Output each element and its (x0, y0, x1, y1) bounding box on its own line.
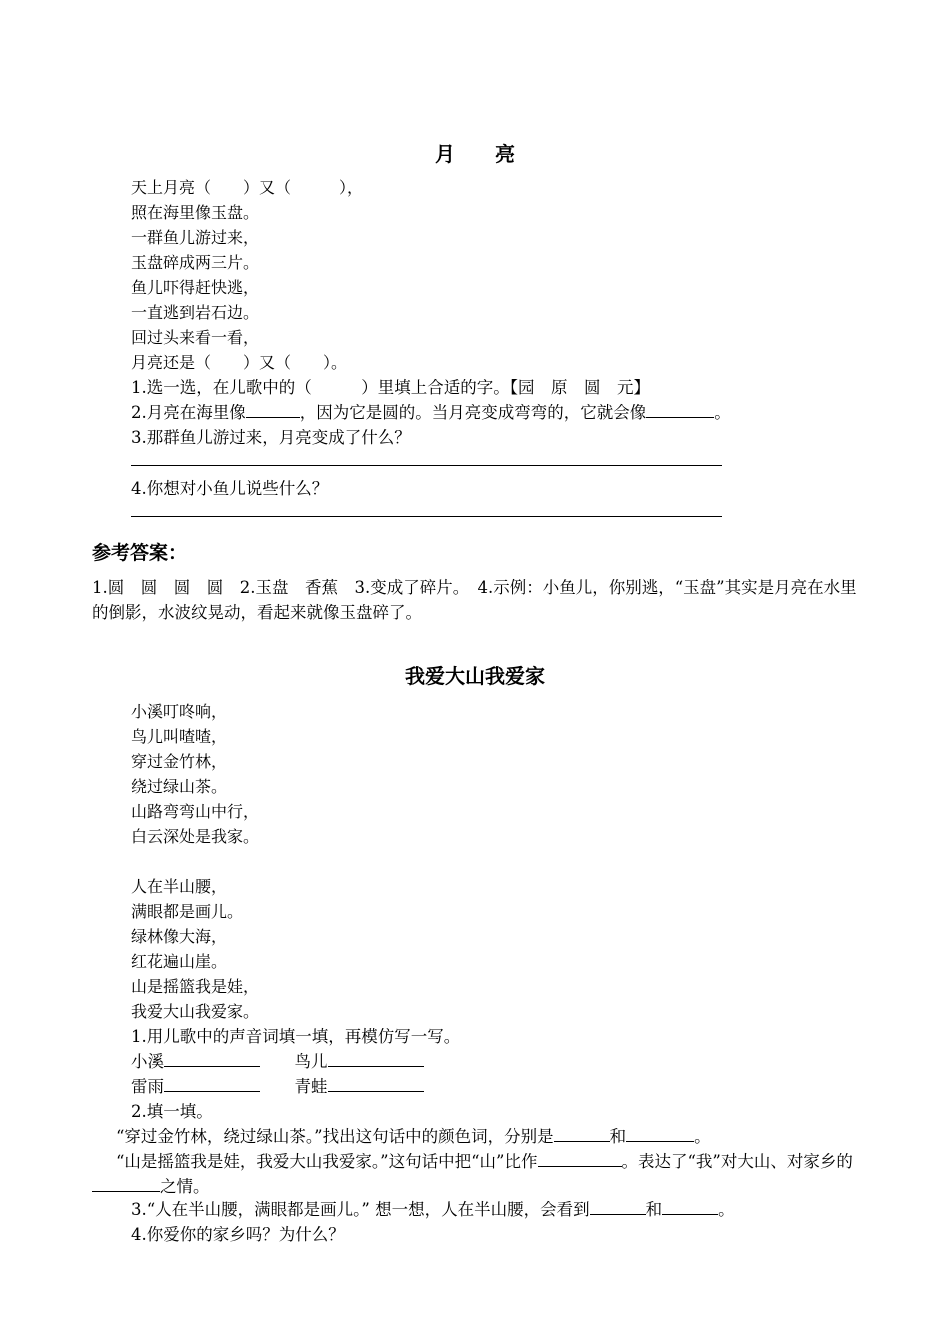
fill-row (131, 1050, 424, 1074)
poem-line: 玉盘碎成两三片。 (131, 253, 260, 272)
poem-line: 回过头来看一看， (131, 328, 260, 347)
poem-line: 红花遍山崖。 (131, 952, 228, 971)
poem-line: 白云深处是我家。 (131, 827, 260, 846)
poem-line: 绿林像大海， (131, 927, 228, 946)
fill-label-frog: 青蛙 (294, 1077, 328, 1096)
question-4-mountain: 4.你爱你的家乡吗？为什么？ (131, 1225, 345, 1244)
poem-line: 穿过金竹林， (131, 752, 228, 771)
question-text: 3.“人在半山腰，满眼都是画儿。” 想一想，人在半山腰，会看到 (131, 1200, 590, 1219)
answer-blank[interactable] (328, 1075, 424, 1092)
poem-line: 一群鱼儿游过来， (131, 228, 260, 247)
poem-line: 鱼儿吓得赶快逃， (131, 278, 260, 297)
question-text: 。表达了“我”对大山、对家乡的 (621, 1152, 853, 1171)
poem-title-moon: 月 亮 (435, 142, 515, 166)
question-1-mountain: 1.用儿歌中的声音词填一填，再模仿写一写。 (131, 1027, 461, 1046)
poem-line: 鸟儿叫喳喳， (131, 727, 228, 746)
answer-blank[interactable] (538, 1150, 622, 1167)
poem-line: 天上月亮（ ）又（ ）， (131, 178, 364, 197)
fill-label-thunder: 雷雨 (131, 1077, 164, 1096)
poem-line: 山是摇篮我是娃， (131, 977, 260, 996)
question-1-moon: 1.选一选，在儿歌中的（ ）里填上合适的字。【园 原 圆 元】 (131, 378, 650, 397)
fill-label-stream: 小溪 (131, 1052, 164, 1071)
poem-line: 月亮还是（ ）又（ ）。 (131, 353, 348, 372)
fill-label-bird: 鸟儿 (294, 1052, 328, 1071)
answer-blank[interactable] (328, 1050, 424, 1067)
answer-blank[interactable] (164, 1075, 260, 1092)
answer-blank[interactable] (646, 401, 714, 418)
answer-line[interactable] (131, 465, 722, 466)
poem-line: 小溪叮咚响， (131, 702, 228, 721)
poem-line: 山路弯弯山中行， (131, 802, 260, 821)
answer-blank[interactable] (626, 1125, 694, 1142)
question-2-moon (131, 401, 731, 425)
question-text: 和 (609, 1127, 627, 1146)
poem-line: 人在半山腰， (131, 877, 228, 896)
poem-line: 我爱大山我爱家。 (131, 1002, 260, 1021)
fill-row (131, 1075, 424, 1099)
answer-blank[interactable] (92, 1175, 160, 1192)
question-text: “穿过金竹林，绕过绿山茶。”找出这句话中的颜色词，分别是 (116, 1127, 554, 1146)
question-text: 。 (714, 403, 731, 422)
poem-line: 绕过绿山茶。 (131, 777, 228, 796)
question-text: “山是摇篮我是娃，我爱大山我爱家。”这句话中把“山”比作 (116, 1152, 538, 1171)
answer-blank[interactable] (662, 1198, 718, 1215)
question-text: ，因为它是圆的。当月亮变成弯弯的，它就会像 (299, 403, 647, 422)
question-text: 。 (718, 1200, 735, 1219)
question-text: 。 (694, 1127, 711, 1146)
answer-blank[interactable] (554, 1125, 610, 1142)
question-3-mountain (131, 1198, 735, 1222)
answer-blank[interactable] (246, 401, 300, 418)
answer-blank[interactable] (164, 1050, 260, 1067)
poem-line: 一直逃到岩石边。 (131, 303, 260, 322)
answer-key-text: 1.圆 圆 圆 圆 2.玉盘 香蕉 3.变成了碎片。 4.示例：小鱼儿，你别逃，“玉盘”其实是月亮在水里的倒影，水波纹晃动，看起来就像玉盘碎了。 (92, 578, 857, 622)
poem-title-mountain: 我爱大山我爱家 (405, 664, 545, 688)
poem-line: 满眼都是画儿。 (131, 902, 244, 921)
question-2-mountain: 2.填一填。 (131, 1102, 213, 1121)
question-text: 和 (645, 1200, 663, 1219)
answer-line[interactable] (131, 516, 722, 517)
answer-key-heading: 参考答案： (92, 542, 188, 564)
question-4-moon: 4.你想对小鱼儿说些什么？ (131, 479, 329, 498)
answer-blank[interactable] (590, 1198, 646, 1215)
question-text: 之情。 (160, 1177, 210, 1196)
question-2b (92, 1149, 867, 1199)
question-text: 2.月亮在海里像 (131, 403, 246, 422)
question-2a (116, 1125, 711, 1149)
poem-line: 照在海里像玉盘。 (131, 203, 260, 222)
question-3-moon: 3.那群鱼儿游过来，月亮变成了什么？ (131, 428, 411, 447)
